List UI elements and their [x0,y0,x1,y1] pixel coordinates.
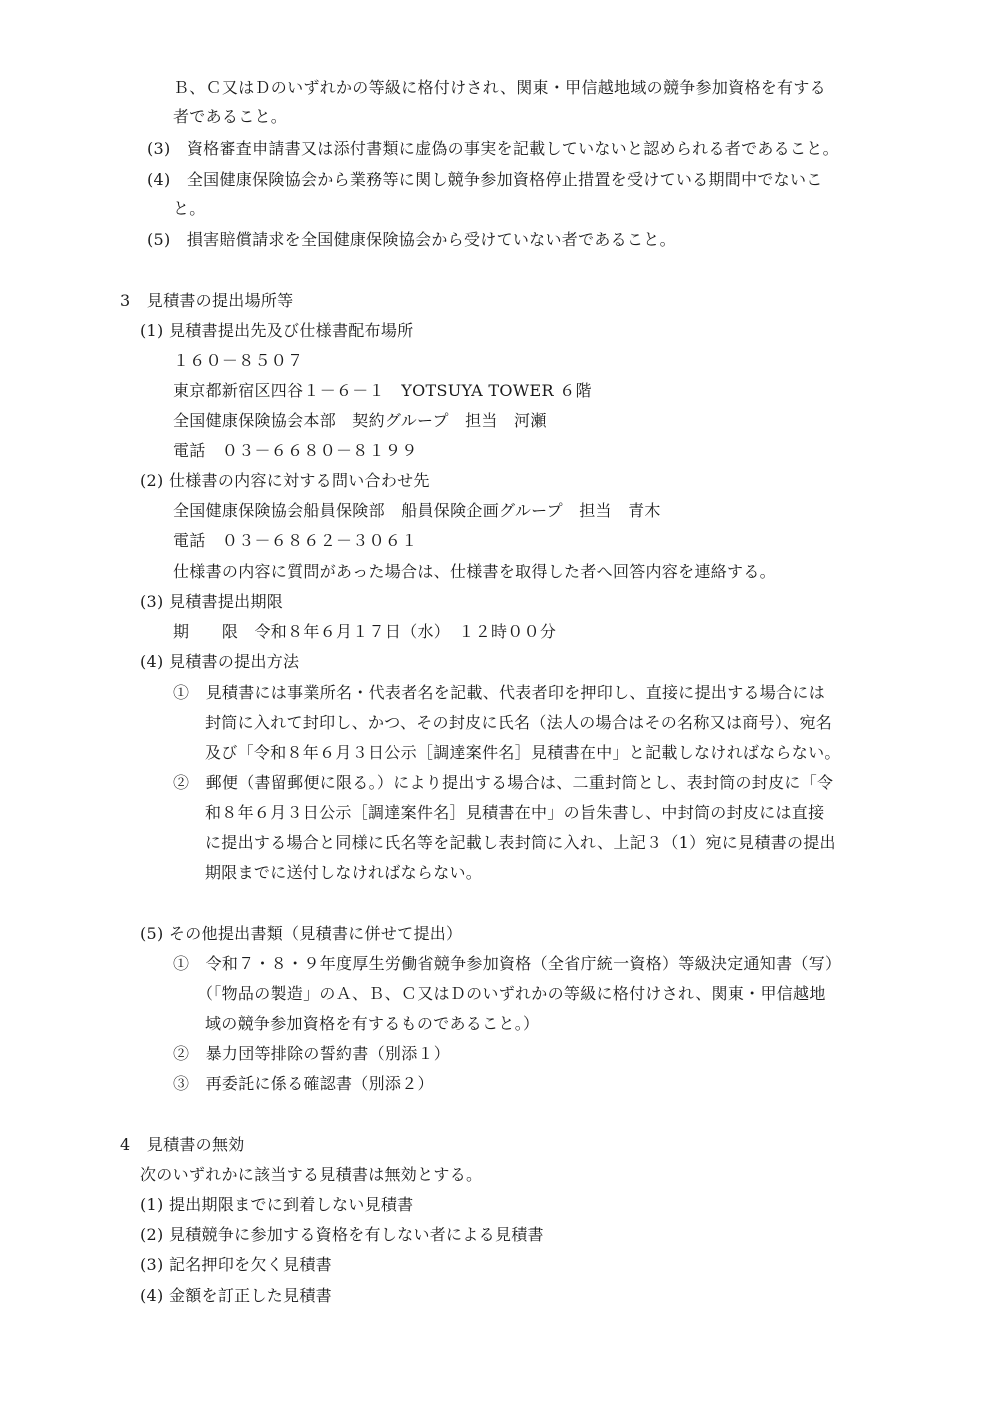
invalid-item-2: (2) 見積競争に参加する資格を有しない者による見積書 [140,1225,544,1244]
invalid-item-3: (3) 記名押印を欠く見積書 [140,1255,332,1274]
submission-deadline: 期 限 令和８年６月１７日（水） １２時００分 [173,622,557,641]
qualification-item-4-line2: と。 [173,199,206,218]
section-3-4-heading: (4) 見積書の提出方法 [140,652,300,671]
section-3-2-heading: (2) 仕様書の内容に対する問い合わせ先 [140,471,430,490]
qualification-item-3: (3) 資格審査申請書又は添付書類に虚偽の事実を記載していないと認められる者であること。 [147,139,839,158]
other-doc-3: ③ 再委託に係る確認書（別添２） [173,1074,434,1093]
qualification-continued-line2: 者であること。 [173,107,288,126]
method-1-line1: ① 見積書には事業所名・代表者名を記載、代表者印を押印し、直接に提出する場合には [173,683,826,702]
other-doc-1-line3: 域の競争参加資格を有するものであること。） [205,1014,540,1033]
invalid-item-1: (1) 提出期限までに到着しない見積書 [140,1195,414,1214]
inquiry-phone: 電話 ０３－６８６２－３０６１ [173,531,418,550]
other-doc-1-line2: （「物品の製造」のＡ、Ｂ、Ｃ又はＤのいずれかの等級に格付けされ、関東・甲信越地 [197,984,826,1003]
qualification-item-4-line1: (4) 全国健康保険協会から業務等に関し競争参加資格停止措置を受けている期間中でないこ [147,170,823,189]
invalid-item-4: (4) 金額を訂正した見積書 [140,1286,332,1305]
method-2-line3: に提出する場合と同様に氏名等を記載し表封筒に入れ、上記３（1）宛に見積書の提出 [205,833,836,852]
qualification-item-5: (5) 損害賠償請求を全国健康保険協会から受けていない者であること。 [147,230,676,249]
submission-phone: 電話 ０３－６６８０－８１９９ [173,441,418,460]
method-1-line2: 封筒に入れて封印し、かつ、その封皮に氏名（法人の場合はその名称又は商号）、宛名 [205,713,833,732]
other-doc-2: ② 暴力団等排除の誓約書（別添１） [173,1044,451,1063]
submission-address: 東京都新宿区四谷１－６－１ YOTSUYA TOWER ６階 [173,381,592,400]
section-3-5-heading: (5) その他提出書類（見積書に併せて提出） [140,924,463,943]
other-doc-1-line1: ① 令和７・８・９年度厚生労働省競争参加資格（全省庁統一資格）等級決定通知書（写） [173,954,842,973]
section-3-3-heading: (3) 見積書提出期限 [140,592,284,611]
method-2-line1: ② 郵便（書留郵便に限る。）により提出する場合は、二重封筒とし、表封筒の封皮に「令 [173,773,834,792]
qualification-continued-line1: Ｂ、Ｃ又はＤのいずれかの等級に格付けされ、関東・甲信越地域の競争参加資格を有する [173,78,826,97]
section-3-1-heading: (1) 見積書提出先及び仕様書配布場所 [140,321,414,340]
postal-code: １６０－８５０７ [173,351,304,370]
method-1-line3: 及び「令和８年６月３日公示［調達案件名］見積書在中」と記載しなければならない。 [205,743,841,762]
invalid-intro: 次のいずれかに該当する見積書は無効とする。 [140,1165,483,1184]
section-3-heading: 3 見積書の提出場所等 [120,291,294,310]
method-2-line4: 期限までに送付しなければならない。 [205,863,483,882]
inquiry-note: 仕様書の内容に質問があった場合は、仕様書を取得した者へ回答内容を連絡する。 [173,562,776,581]
section-4-heading: 4 見積書の無効 [120,1135,245,1154]
submission-contact-org: 全国健康保険協会本部 契約グループ 担当 河瀬 [173,411,547,430]
inquiry-contact-org: 全国健康保険協会船員保険部 船員保険企画グループ 担当 青木 [173,501,661,520]
method-2-line2: 和８年６月３日公示［調達案件名］見積書在中」の旨朱書し、中封筒の封皮には直接 [205,803,825,822]
